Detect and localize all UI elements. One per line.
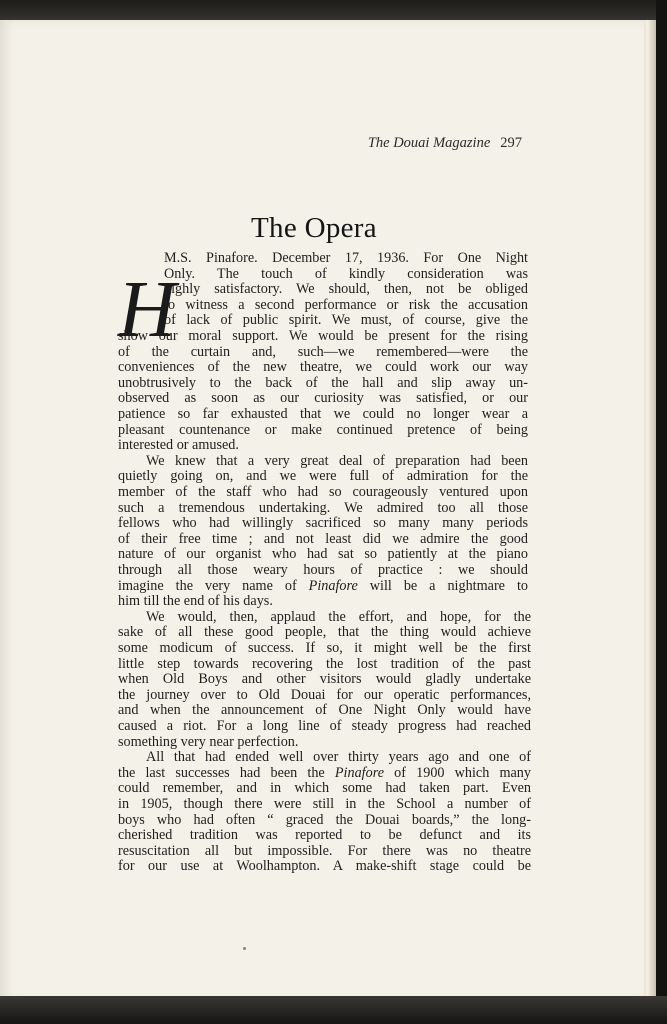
- text-line: quietly going on, and we were full of admiration for the: [118, 468, 528, 485]
- page-number: 297: [500, 135, 522, 151]
- text-line: such a tremendous undertaking. We admired too all those: [118, 499, 528, 516]
- text-line: the last successes had been the Pinafore of 1900 which many: [118, 764, 531, 781]
- text-line: something very near perfection.: [118, 733, 299, 750]
- text-line: imagine the very name of Pinafore will be a nightmare to: [118, 577, 528, 594]
- text-line: sake of all these good people, that the thing would achieve: [118, 624, 531, 641]
- text-line: fellows who had willingly sacrificed so many many periods: [118, 515, 528, 532]
- text-line: conveniences of the new theatre, we could work our way: [118, 359, 528, 376]
- book-binding-bottom: [0, 996, 667, 1024]
- text-line: through all those weary hours of practice : we should: [118, 562, 528, 578]
- book-page: [0, 20, 644, 1002]
- text-line: patience so far exhausted that we could no longer wear a: [118, 406, 528, 422]
- text-line: of the curtain and, such—we remembered—were the: [118, 343, 528, 360]
- drop-cap: H: [118, 266, 176, 354]
- text-line: highly satisfactory. We should, then, not be obliged: [164, 281, 528, 298]
- text-line: little step towards recovering the lost tradition of the past: [118, 655, 531, 672]
- magazine-name: The Douai Magazine: [367, 135, 491, 151]
- text-line: when Old Boys and other visitors would gladly undertake: [118, 671, 531, 688]
- text-line: some modicum of success. If so, it might well be the first: [118, 640, 531, 656]
- text-line: of lack of public spirit. We must, of course, give the: [164, 312, 528, 329]
- text-line: interested or amused.: [118, 437, 239, 454]
- text-line: could remember, and in which some had taken part. Even: [118, 780, 531, 797]
- book-cover-edge: [656, 0, 667, 1024]
- text-line: M.S. Pinafore. December 17, 1936. For One Night: [164, 250, 528, 266]
- text-line: resuscitation all but impossible. For there was no theatre: [118, 842, 531, 859]
- text-line: to witness a second performance or risk the accusation: [164, 296, 528, 313]
- text-line: We would, then, applaud the effort, and hope, for the: [146, 608, 531, 625]
- text-line: caused a riot. For a long line of steady progress had reached: [118, 718, 531, 734]
- text-line: Only. The touch of kindly consideration was: [164, 265, 528, 282]
- running-header: [300, 135, 522, 152]
- text-line: We knew that a very great deal of preparation had been: [146, 452, 528, 469]
- text-line: pleasant countenance or make continued pretence of being: [118, 421, 528, 438]
- text-line: of their free time ; and not least did we admire the good: [118, 530, 528, 547]
- text-line: him till the end of his days.: [118, 593, 273, 610]
- text-line: the journey over to Old Douai for our operatic performances,: [118, 686, 531, 703]
- article-title: The Opera: [251, 212, 377, 244]
- text-line: in 1905, though there were still in the School a number of: [118, 796, 531, 812]
- text-line: nature of our organist who had sat so patiently at the piano: [118, 546, 528, 563]
- text-line: for our use at Woolhampton. A make-shift stage could be: [118, 858, 531, 875]
- text-line: and when the announcement of One Night Only would have: [118, 702, 531, 719]
- paper-speck: [243, 947, 246, 950]
- text-line: observed as soon as our curiosity was satisfied, or our: [118, 390, 528, 407]
- text-line: member of the staff who had so courageously ventured upon: [118, 484, 528, 500]
- text-line: boys who had often “ graced the Douai boards,” the long-: [118, 811, 531, 828]
- text-line: unobtrusively to the back of the hall and slip away un-: [118, 374, 528, 391]
- text-line: All that had ended well over thirty years ago and one of: [146, 749, 531, 766]
- text-line: cherished tradition was reported to be defunct and its: [118, 827, 531, 844]
- text-line: show our moral support. We would be present for the rising: [118, 328, 528, 344]
